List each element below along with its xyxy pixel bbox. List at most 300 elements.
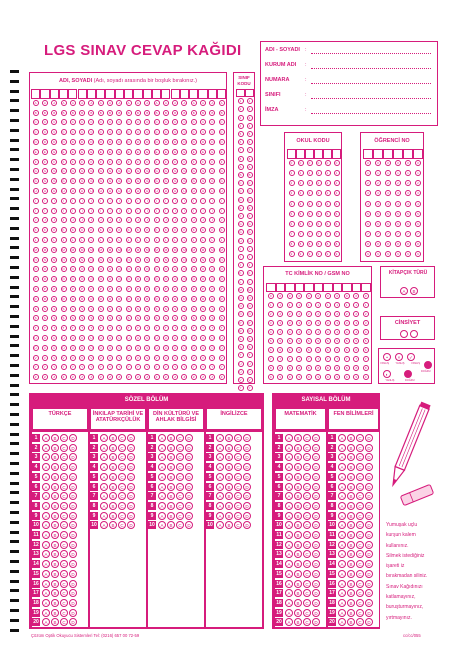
answer-bubble[interactable]: A — [42, 463, 50, 471]
answer-bubble[interactable]: C — [356, 609, 364, 617]
answer-bubble[interactable]: C — [356, 599, 364, 607]
grid-bubble[interactable]: I — [42, 198, 48, 204]
grid-bubble[interactable]: Z — [88, 374, 94, 380]
grid-bubble[interactable]: 3 — [325, 190, 331, 196]
grid-bubble[interactable]: 5 — [315, 338, 321, 344]
grid-bubble[interactable]: H — [71, 189, 74, 193]
grid-bubble[interactable]: 8 — [334, 365, 340, 371]
grid-bubble[interactable]: B — [127, 110, 130, 115]
write-box[interactable] — [352, 283, 362, 292]
grid-bubble[interactable]: Ö — [99, 277, 102, 282]
grid-bubble[interactable]: E — [202, 149, 205, 154]
answer-bubble[interactable]: D — [365, 463, 373, 471]
grid-bubble[interactable]: B — [90, 110, 93, 115]
answer-bubble[interactable]: D — [69, 512, 77, 520]
grid-bubble[interactable]: B — [239, 173, 242, 177]
answer-bubble[interactable]: D — [69, 589, 77, 597]
grid-bubble[interactable]: G — [239, 222, 242, 227]
answer-bubble[interactable]: A — [100, 434, 108, 442]
grid-bubble[interactable]: 1 — [306, 302, 312, 308]
grid-bubble[interactable]: U — [71, 336, 74, 340]
answer-bubble[interactable]: D — [243, 453, 251, 461]
grid-bubble[interactable]: Ğ — [220, 179, 223, 184]
answer-bubble[interactable]: A — [285, 483, 293, 491]
grid-bubble[interactable]: 6 — [365, 221, 371, 227]
answer-bubble[interactable]: C — [234, 463, 242, 471]
grid-bubble[interactable]: H — [118, 189, 121, 193]
grid-bubble[interactable]: 9 — [287, 374, 293, 380]
grid-bubble[interactable]: P — [53, 287, 56, 291]
answer-bubble[interactable]: D — [127, 463, 135, 471]
grid-bubble[interactable]: P — [174, 287, 177, 291]
answer-bubble[interactable]: B — [294, 502, 302, 510]
answer-bubble[interactable]: C — [303, 483, 311, 491]
grid-bubble[interactable]: 8 — [344, 365, 350, 371]
grid-bubble[interactable]: V — [202, 355, 205, 360]
grid-bubble[interactable]: 4 — [277, 329, 283, 335]
grid-bubble[interactable]: 1 — [287, 302, 293, 308]
grid-bubble[interactable]: R — [108, 296, 112, 301]
grid-bubble[interactable]: I — [79, 198, 85, 204]
answer-bubble[interactable]: B — [294, 618, 302, 626]
grid-bubble[interactable]: N — [155, 257, 158, 262]
grid-bubble[interactable]: 2 — [405, 180, 411, 186]
answer-bubble[interactable]: D — [365, 570, 373, 578]
grid-bubble[interactable]: Ğ — [211, 179, 214, 184]
grid-bubble[interactable]: I — [200, 198, 206, 204]
grid-bubble[interactable]: F — [219, 159, 225, 165]
grid-bubble[interactable]: 6 — [289, 221, 295, 227]
grid-bubble[interactable]: J — [135, 217, 141, 223]
answer-bubble[interactable]: D — [69, 444, 77, 452]
grid-bubble[interactable]: R — [192, 296, 195, 301]
grid-bubble[interactable]: L — [163, 237, 169, 243]
grid-bubble[interactable]: I — [247, 246, 253, 252]
grid-bubble[interactable]: 9 — [316, 251, 322, 257]
grid-bubble[interactable]: J — [209, 217, 215, 223]
grid-bubble[interactable]: K — [127, 228, 130, 233]
answer-bubble[interactable]: B — [51, 560, 59, 568]
grid-bubble[interactable]: Ö — [220, 277, 223, 282]
answer-bubble[interactable]: C — [60, 531, 68, 539]
grid-bubble[interactable]: P — [183, 287, 186, 291]
grid-bubble[interactable]: 2 — [238, 106, 244, 112]
grid-bubble[interactable]: N — [201, 257, 205, 262]
grid-bubble[interactable]: 2 — [247, 106, 253, 112]
grid-bubble[interactable]: I — [51, 198, 57, 204]
answer-bubble[interactable]: D — [365, 473, 373, 481]
grid-bubble[interactable]: H — [90, 189, 93, 193]
grid-bubble[interactable]: F — [163, 159, 169, 165]
grid-bubble[interactable]: 0 — [334, 293, 340, 299]
grid-bubble[interactable]: 8 — [363, 365, 369, 371]
grid-bubble[interactable]: S — [220, 306, 223, 311]
grid-bubble[interactable]: L — [126, 237, 132, 243]
grid-bubble[interactable]: U — [174, 336, 177, 340]
grid-bubble[interactable]: C — [220, 120, 223, 125]
grid-bubble[interactable]: A — [90, 100, 93, 105]
grid-bubble[interactable]: P — [202, 287, 205, 291]
grid-bubble[interactable]: 3 — [296, 320, 302, 326]
grid-bubble[interactable]: 5 — [289, 211, 295, 217]
grid-bubble[interactable]: H — [146, 189, 149, 193]
grid-bubble[interactable]: N — [211, 257, 214, 262]
answer-bubble[interactable]: B — [347, 492, 355, 500]
grid-bubble[interactable]: T — [172, 325, 178, 331]
grid-bubble[interactable]: C — [81, 120, 84, 125]
grid-bubble[interactable]: R — [81, 296, 84, 301]
answer-bubble[interactable]: D — [243, 463, 251, 471]
school-code-grid[interactable] — [287, 149, 341, 261]
grid-bubble[interactable]: T — [51, 325, 57, 331]
grid-bubble[interactable]: Ç — [220, 130, 223, 135]
write-box[interactable] — [180, 89, 189, 99]
grid-bubble[interactable]: İ — [98, 208, 104, 214]
answer-bubble[interactable]: A — [100, 483, 108, 491]
grid-bubble[interactable]: L — [154, 237, 160, 243]
answer-bubble[interactable]: A — [338, 502, 346, 510]
grid-bubble[interactable]: K — [62, 228, 65, 233]
grid-bubble[interactable]: O — [43, 267, 47, 272]
grid-bubble[interactable]: K — [192, 228, 195, 233]
grid-bubble[interactable]: J — [163, 217, 169, 223]
grid-bubble[interactable]: Ö — [192, 277, 195, 282]
grid-bubble[interactable]: J — [116, 217, 122, 223]
answer-bubble[interactable]: A — [338, 541, 346, 549]
grid-bubble[interactable]: C — [90, 120, 93, 125]
grid-bubble[interactable]: P — [192, 287, 195, 291]
grid-bubble[interactable]: 6 — [268, 347, 274, 353]
answer-bubble[interactable]: D — [312, 580, 320, 588]
answer-bubble[interactable]: B — [51, 550, 59, 558]
grid-bubble[interactable]: 4 — [315, 329, 321, 335]
grid-bubble[interactable]: J — [70, 217, 76, 223]
answer-bubble[interactable]: A — [338, 560, 346, 568]
answer-bubble[interactable]: C — [60, 434, 68, 442]
answer-bubble[interactable]: D — [312, 502, 320, 510]
grid-bubble[interactable]: B — [43, 110, 46, 115]
grid-bubble[interactable]: Y — [164, 365, 167, 370]
answer-bubble[interactable]: C — [356, 492, 364, 500]
grid-bubble[interactable]: 1 — [344, 302, 350, 308]
grid-bubble[interactable]: J — [238, 262, 244, 268]
answer-bubble[interactable]: C — [303, 570, 311, 578]
answer-bubble[interactable]: C — [303, 599, 311, 607]
answer-bubble[interactable]: B — [225, 453, 233, 461]
grid-bubble[interactable]: K — [202, 228, 205, 233]
grid-bubble[interactable]: C — [71, 120, 74, 125]
grid-bubble[interactable]: K — [155, 228, 158, 233]
grid-bubble[interactable]: B — [220, 110, 223, 115]
grid-bubble[interactable]: 3 — [344, 320, 350, 326]
answer-bubble[interactable]: C — [234, 453, 242, 461]
grid-bubble[interactable]: Ç — [192, 130, 195, 135]
info-field[interactable] — [311, 83, 431, 84]
grid-bubble[interactable]: Y — [81, 365, 84, 370]
grid-bubble[interactable]: L — [200, 237, 206, 243]
grid-bubble[interactable]: S — [62, 306, 65, 311]
grid-bubble[interactable]: V — [174, 355, 177, 360]
grid-bubble[interactable]: F — [172, 159, 178, 165]
grid-bubble[interactable]: R — [53, 296, 56, 301]
grid-bubble[interactable]: F — [144, 159, 150, 165]
answer-bubble[interactable]: B — [51, 502, 59, 510]
grid-bubble[interactable]: Ğ — [90, 179, 93, 184]
grid-bubble[interactable]: F — [70, 159, 76, 165]
grid-bubble[interactable]: Ö — [90, 277, 93, 282]
grid-bubble[interactable]: H — [127, 189, 130, 193]
grid-bubble[interactable]: Ö — [62, 277, 65, 282]
grid-bubble[interactable]: 7 — [363, 356, 369, 362]
grid-bubble[interactable]: V — [81, 355, 84, 360]
answer-bubble[interactable]: C — [234, 444, 242, 452]
answer-bubble[interactable]: D — [185, 521, 193, 529]
grid-bubble[interactable]: Z — [144, 374, 150, 380]
grid-bubble[interactable]: S — [127, 306, 130, 311]
grid-bubble[interactable]: 6 — [287, 347, 293, 353]
answer-bubble[interactable]: B — [51, 609, 59, 617]
grid-bubble[interactable]: A — [192, 100, 195, 105]
grid-bubble[interactable]: 1 — [334, 170, 340, 176]
grid-bubble[interactable]: 1 — [316, 170, 322, 176]
write-box[interactable] — [105, 89, 114, 99]
grid-bubble[interactable]: K — [99, 228, 102, 233]
answer-bubble[interactable]: B — [51, 521, 59, 529]
answer-bubble[interactable]: C — [118, 444, 126, 452]
write-box[interactable] — [276, 283, 286, 292]
grid-bubble[interactable]: Z — [33, 374, 39, 380]
answer-bubble[interactable]: D — [127, 444, 135, 452]
grid-bubble[interactable]: 7 — [307, 231, 313, 237]
answer-bubble[interactable]: A — [338, 570, 346, 578]
grid-bubble[interactable]: İ — [181, 208, 187, 214]
grid-bubble[interactable]: 8 — [298, 241, 304, 247]
grid-bubble[interactable]: I — [172, 198, 178, 204]
grid-bubble[interactable]: Ç — [201, 130, 205, 135]
grid-bubble[interactable]: 9 — [363, 374, 369, 380]
grid-bubble[interactable]: I — [98, 198, 104, 204]
grid-bubble[interactable]: I — [238, 246, 244, 252]
grid-bubble[interactable]: 4 — [247, 123, 253, 129]
grid-bubble[interactable]: Ü — [183, 345, 186, 350]
grid-bubble[interactable]: 9 — [268, 374, 274, 380]
grid-bubble[interactable]: Ç — [183, 130, 186, 135]
grid-bubble[interactable]: M — [248, 287, 251, 292]
grid-bubble[interactable]: 2 — [307, 180, 313, 186]
grid-bubble[interactable]: G — [99, 169, 102, 174]
answer-bubble[interactable]: A — [216, 444, 224, 452]
grid-bubble[interactable]: 3 — [277, 320, 283, 326]
grid-bubble[interactable]: 7 — [334, 356, 340, 362]
grid-bubble[interactable]: 7 — [289, 231, 295, 237]
grid-bubble[interactable]: O — [220, 267, 223, 272]
grid-bubble[interactable]: U — [136, 336, 140, 340]
answer-bubble[interactable]: D — [243, 492, 251, 500]
write-box[interactable] — [285, 283, 295, 292]
grid-bubble[interactable]: C — [146, 120, 149, 125]
answer-bubble[interactable]: B — [347, 570, 355, 578]
grid-bubble[interactable]: F — [33, 159, 39, 165]
grid-bubble[interactable]: Ş — [174, 316, 177, 321]
info-field[interactable] — [311, 68, 431, 69]
answer-bubble[interactable]: A — [216, 521, 224, 529]
grid-bubble[interactable]: A — [71, 100, 74, 105]
grid-bubble[interactable]: O — [62, 267, 65, 272]
grid-bubble[interactable]: J — [172, 217, 178, 223]
grid-bubble[interactable]: S — [202, 306, 205, 311]
grid-bubble[interactable]: O — [90, 267, 93, 272]
grid-bubble[interactable]: Ç — [164, 130, 167, 135]
grid-bubble[interactable]: M — [136, 247, 140, 252]
answer-bubble[interactable]: B — [294, 512, 302, 520]
grid-bubble[interactable]: 4 — [344, 329, 350, 335]
grid-bubble[interactable]: M — [118, 247, 121, 252]
grid-bubble[interactable]: E — [99, 149, 102, 154]
grid-bubble[interactable]: A — [239, 164, 242, 169]
grid-bubble[interactable]: B — [192, 110, 195, 115]
answer-bubble[interactable]: C — [60, 609, 68, 617]
grid-bubble[interactable]: 4 — [395, 201, 401, 207]
answer-bubble[interactable]: C — [60, 492, 68, 500]
grid-bubble[interactable]: Ö — [183, 277, 186, 282]
grid-bubble[interactable]: A — [220, 100, 223, 105]
grid-bubble[interactable]: P — [211, 287, 214, 291]
grid-bubble[interactable]: Z — [219, 374, 225, 380]
grid-bubble[interactable]: 9 — [334, 374, 340, 380]
grid-bubble[interactable]: G — [201, 169, 205, 174]
grid-bubble[interactable]: A — [34, 100, 37, 105]
answer-bubble[interactable]: D — [312, 531, 320, 539]
answer-bubble[interactable]: B — [51, 589, 59, 597]
answer-bubble[interactable]: C — [176, 521, 184, 529]
answer-bubble[interactable]: C — [60, 550, 68, 558]
grid-bubble[interactable]: 5 — [363, 338, 369, 344]
grid-bubble[interactable]: 8 — [325, 365, 331, 371]
grid-bubble[interactable]: J — [126, 217, 132, 223]
answer-bubble[interactable]: A — [285, 541, 293, 549]
grid-bubble[interactable]: D — [183, 140, 186, 144]
answer-bubble[interactable]: C — [303, 618, 311, 626]
grid-bubble[interactable]: K — [248, 271, 251, 276]
grid-bubble[interactable]: J — [219, 217, 225, 223]
grid-bubble[interactable]: Z — [70, 374, 76, 380]
grid-bubble[interactable]: 7 — [306, 356, 312, 362]
grid-bubble[interactable]: 3 — [365, 190, 371, 196]
grid-bubble[interactable]: Ğ — [248, 230, 251, 235]
answer-bubble[interactable]: A — [285, 589, 293, 597]
answer-bubble[interactable]: B — [294, 434, 302, 442]
tc-gsm-grid[interactable] — [266, 283, 371, 383]
grid-bubble[interactable]: 7 — [238, 147, 244, 153]
answer-bubble[interactable]: B — [225, 512, 233, 520]
grid-bubble[interactable]: Ç — [248, 189, 251, 194]
write-box[interactable] — [124, 89, 133, 99]
grid-bubble[interactable]: Y — [220, 365, 223, 370]
answer-bubble[interactable]: D — [365, 589, 373, 597]
grid-bubble[interactable]: L — [116, 237, 122, 243]
grid-bubble[interactable]: 0 — [344, 293, 350, 299]
answer-bubble[interactable]: B — [294, 541, 302, 549]
grid-bubble[interactable]: 8 — [415, 241, 421, 247]
grid-bubble[interactable]: 6 — [247, 139, 253, 145]
answer-bubble[interactable]: B — [109, 434, 117, 442]
answer-bubble[interactable]: C — [60, 599, 68, 607]
grid-bubble[interactable]: Ğ — [71, 179, 75, 184]
grid-bubble[interactable]: D — [118, 140, 121, 144]
grid-bubble[interactable]: F — [181, 159, 187, 165]
grid-bubble[interactable]: G — [108, 169, 112, 174]
answer-bubble[interactable]: C — [60, 502, 68, 510]
grid-bubble[interactable]: 9 — [385, 251, 391, 257]
grid-bubble[interactable]: 5 — [307, 211, 313, 217]
answer-bubble[interactable]: A — [285, 609, 293, 617]
grid-bubble[interactable]: E — [34, 149, 37, 154]
grid-bubble[interactable]: 9 — [289, 251, 295, 257]
answer-bubble[interactable]: A — [42, 531, 50, 539]
grid-bubble[interactable]: O — [192, 267, 195, 272]
grid-bubble[interactable]: 6 — [298, 221, 304, 227]
answer-bubble[interactable]: A — [158, 473, 166, 481]
grid-bubble[interactable]: K — [239, 271, 242, 276]
grid-bubble[interactable]: H — [108, 189, 112, 193]
write-box[interactable] — [217, 89, 226, 99]
grid-bubble[interactable]: 2 — [334, 180, 340, 186]
grid-bubble[interactable]: 7 — [247, 147, 253, 153]
grid-bubble[interactable]: S — [183, 306, 186, 311]
grid-bubble[interactable]: B — [155, 110, 158, 115]
grid-bubble[interactable]: U — [62, 336, 65, 340]
grid-bubble[interactable]: S — [34, 306, 37, 311]
grid-bubble[interactable]: F — [191, 159, 197, 165]
grid-bubble[interactable]: 2 — [315, 311, 321, 317]
answer-bubble[interactable]: B — [51, 453, 59, 461]
grid-bubble[interactable]: 2 — [334, 311, 340, 317]
answer-bubble[interactable]: D — [69, 463, 77, 471]
grid-bubble[interactable]: V — [164, 355, 167, 360]
grid-bubble[interactable]: V — [192, 355, 195, 360]
grid-bubble[interactable]: 2 — [316, 180, 322, 186]
grid-bubble[interactable]: R — [146, 296, 149, 301]
answer-bubble[interactable]: C — [303, 589, 311, 597]
grid-bubble[interactable]: K — [146, 228, 149, 233]
grid-bubble[interactable]: E — [53, 149, 56, 154]
grid-bubble[interactable]: Ü — [108, 345, 112, 350]
answer-bubble[interactable]: A — [338, 521, 346, 529]
grid-bubble[interactable]: Ü — [127, 345, 130, 350]
answer-bubble[interactable]: B — [51, 512, 59, 520]
grid-bubble[interactable]: 1 — [395, 170, 401, 176]
grid-bubble[interactable]: 9 — [334, 251, 340, 257]
grid-bubble[interactable]: Ş — [192, 316, 195, 321]
grid-bubble[interactable]: R — [118, 296, 121, 301]
grid-bubble[interactable]: S — [90, 306, 93, 311]
grid-bubble[interactable]: T — [154, 325, 160, 331]
answer-bubble[interactable]: D — [365, 618, 373, 626]
answer-bubble[interactable]: D — [69, 618, 77, 626]
grid-bubble[interactable]: 0 — [316, 160, 322, 166]
grid-bubble[interactable]: T — [209, 325, 215, 331]
grid-bubble[interactable]: T — [219, 325, 225, 331]
grid-bubble[interactable]: 7 — [395, 231, 401, 237]
grid-bubble[interactable]: U — [53, 336, 56, 340]
grid-bubble[interactable]: A — [183, 100, 186, 105]
answer-bubble[interactable]: B — [294, 531, 302, 539]
write-box[interactable] — [314, 149, 323, 159]
grid-bubble[interactable]: S — [43, 306, 46, 311]
grid-bubble[interactable]: Ö — [108, 277, 112, 282]
answer-bubble[interactable]: D — [312, 521, 320, 529]
grid-bubble[interactable]: N — [62, 257, 65, 262]
